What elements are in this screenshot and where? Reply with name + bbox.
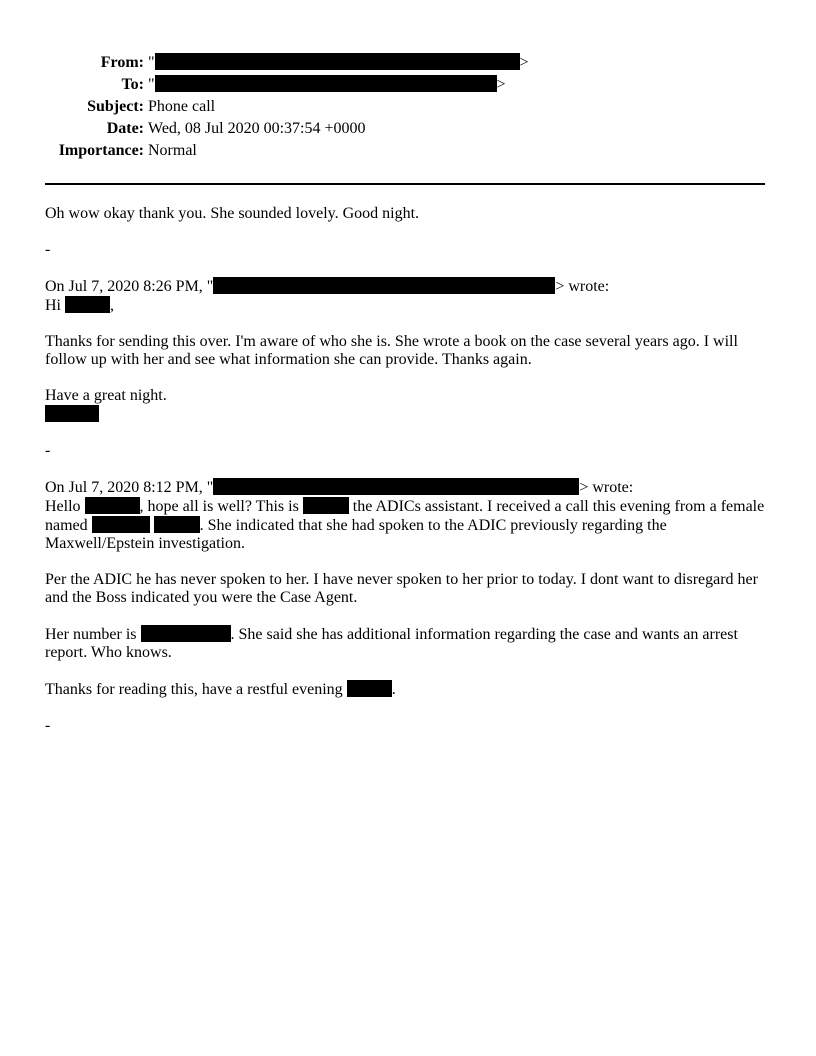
from-suffix: > — [519, 54, 529, 71]
redaction-box — [45, 405, 99, 422]
date-label: Date: — [106, 120, 144, 137]
redaction-box — [155, 75, 497, 92]
redaction-box — [347, 680, 392, 697]
quote2-paragraph-3: Her number is . She said she has additional information regarding the case and wants an arrest report. Who knows. — [45, 626, 738, 661]
date-value: Wed, 08 Jul 2020 00:37:54 +0000 — [148, 120, 366, 137]
quote1-intro: On Jul 7, 2020 8:26 PM, " > wrote: — [45, 278, 610, 295]
subject-value: Phone call — [148, 98, 216, 115]
redaction-box — [65, 296, 110, 313]
redaction-box — [92, 516, 150, 533]
redaction-box — [213, 478, 579, 495]
quote2-paragraph-4: Thanks for reading this, have a restful evening . — [45, 681, 396, 698]
quote2-paragraph-1: Hello , hope all is well? This is the ADICs assistant. I received a call this evening from a female named . She indicated that she had spoken to the ADIC previously regarding the Maxwell/Epstein investigation. — [45, 498, 765, 552]
header-divider — [45, 183, 765, 185]
separator-dash: - — [45, 717, 51, 734]
importance-label: Importance: — [58, 142, 144, 159]
subject-label: Subject: — [87, 98, 144, 115]
quote2-intro: On Jul 7, 2020 8:12 PM, " > wrote: — [45, 479, 634, 496]
redaction-box — [155, 53, 520, 70]
quote1-greeting: Hi , — [45, 297, 114, 314]
quote1-signature — [45, 405, 770, 424]
quote2-paragraph-2: Per the ADIC he has never spoken to her. I have never spoken to her prior to today. I dont want to disregard her and the Boss indicated you were the Case Agent. — [45, 571, 758, 606]
quote1-signoff: Have a great night. — [45, 387, 167, 404]
to-value — [148, 74, 506, 96]
separator-dash: - — [45, 442, 51, 459]
redaction-box — [213, 277, 555, 294]
redaction-box — [141, 625, 231, 642]
to-suffix: > — [496, 76, 506, 93]
to-label: To: — [121, 76, 144, 93]
separator-dash: - — [45, 241, 51, 258]
reply-text: Oh wow okay thank you. She sounded lovely. Good night. — [45, 205, 420, 222]
importance-value: Normal — [148, 142, 197, 159]
redaction-box — [154, 516, 200, 533]
to-prefix: " — [148, 76, 155, 93]
from-value — [148, 52, 529, 74]
email-body — [45, 205, 770, 735]
quote1-paragraph: Thanks for sending this over. I'm aware of who she is. She wrote a book on the case several years ago. I will follow up with her and see what information she can provide. Thanks again. — [45, 333, 738, 368]
from-label: From: — [100, 54, 144, 71]
redaction-box — [85, 497, 140, 514]
from-prefix: " — [148, 54, 155, 71]
redaction-box — [303, 497, 349, 514]
